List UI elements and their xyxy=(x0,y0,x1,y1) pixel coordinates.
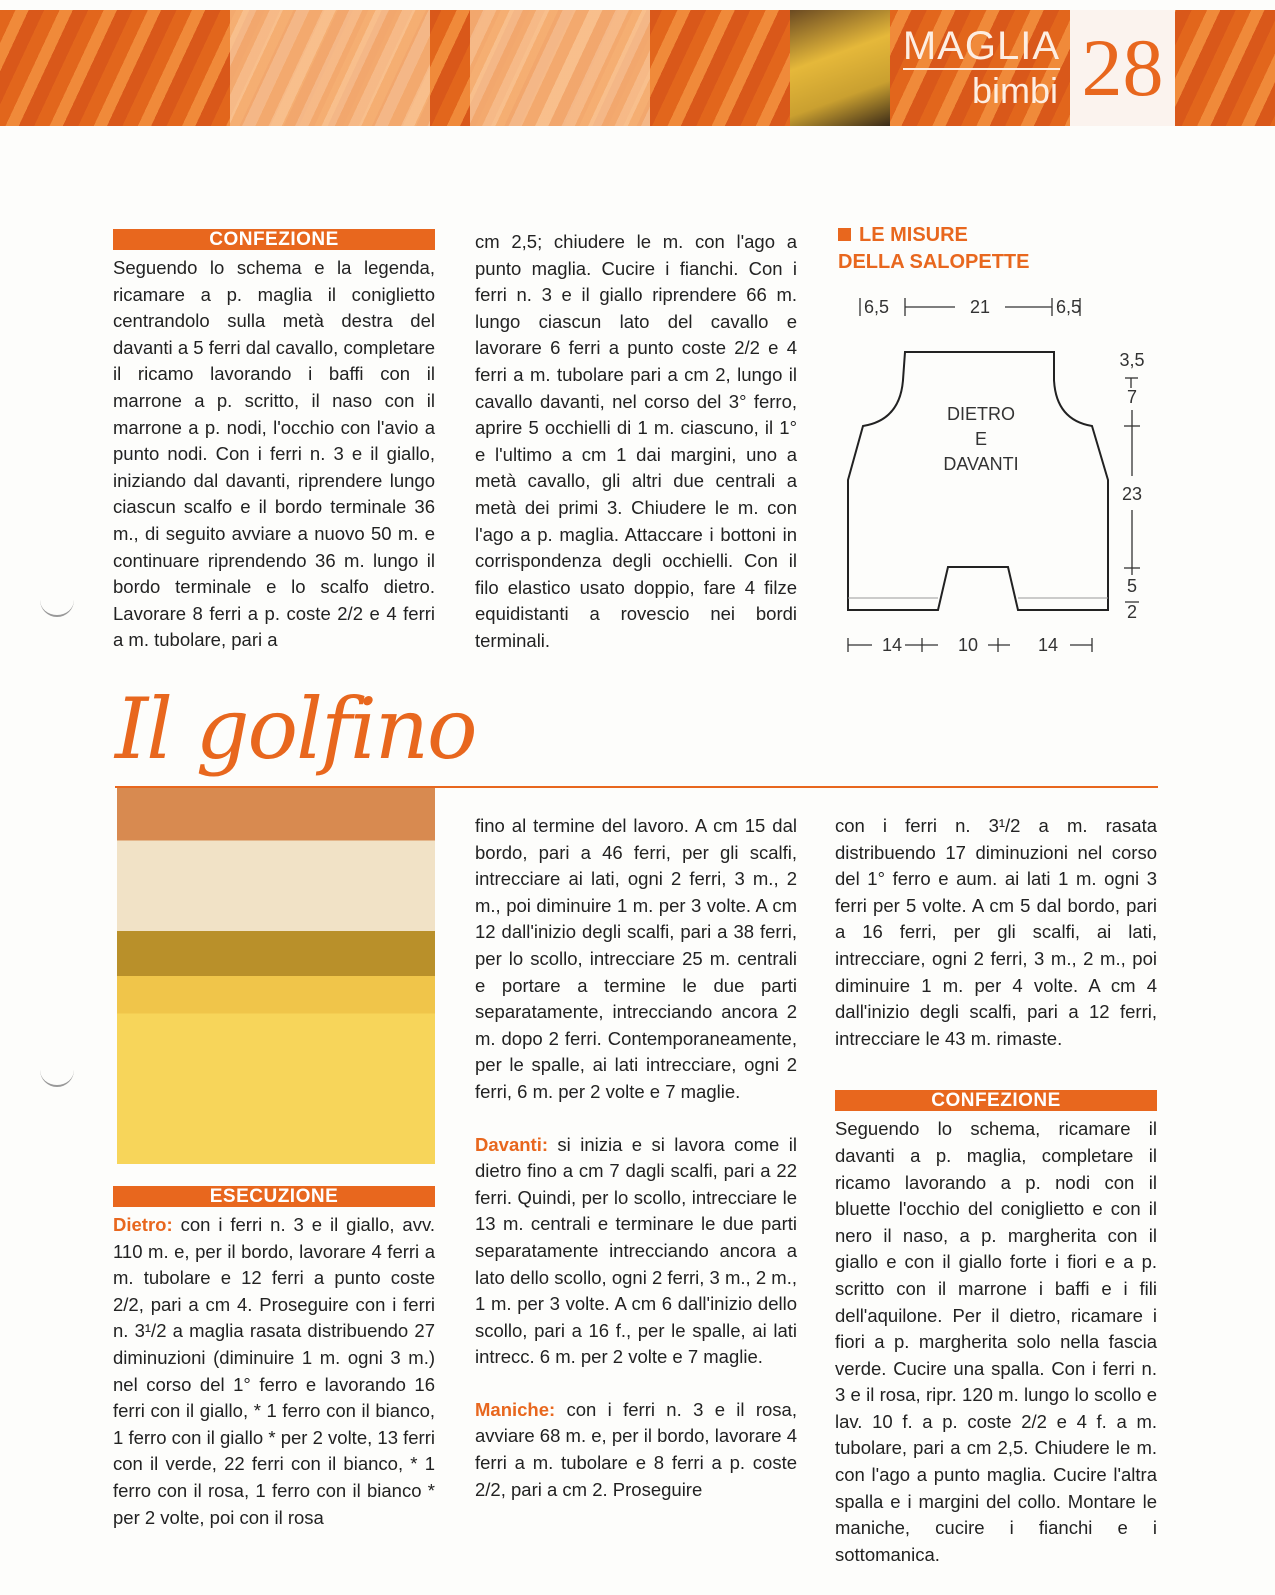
body-text: cm 2,5; chiudere le m. con l'ago a punto maglia. Cucire i fianchi. Con i ferri n. 3 e il giallo riprendere 66 m. lungo ciascun lato del cavallo e lavorare 6 ferri a punto coste 2/2 e 4 ferri a m. tubolare pari a cm 2, lungo il cavallo davanti, nel corso del 3° ferro, aprire 5 occhielli di 1 m. ciascuno, il 1° e l'ultimo a cm 1 dai margini, uno a metà cavallo, gli altri due centrali a metà dei primi 3. Chiudere le m. con l'ago a p. maglia. Attaccare i bottoni in corrispondenza degli occhielli. Con il filo elastico usato doppio, fare 4 filze equidistanti a rovescio nei bordi terminali. xyxy=(475,231,797,651)
body-text: Seguendo lo schema e la legenda, ricamare a p. maglia il coniglietto centrandolo sulla metà destra del davanti a 5 ferri dal cavallo, completare il ricamo lavorando i baffi con il marrone a p. scritto, il naso con il marrone a p. nodi, l'occhio con l'avio a punto nodi. Con i ferri n. 3 e il giallo, iniziando dal davanti, riprendere lungo ciascun scalfo e il bordo terminale 36 m., di seguito avviare a nuovo 50 m. e continuare riprendendo 36 m. lungo il bordo terminale e lo scalfo dietro. Lavorare 8 ferri a p. coste 2/2 e 4 ferri a m. tubolare, pari a xyxy=(113,257,435,651)
yarn-light xyxy=(230,10,430,126)
header-photo xyxy=(790,10,890,126)
maniche-text: con i ferri n. 3 e il rosa, avviare 68 m. e, per il bordo, lavorare 4 ferri a m. tubolare e 8 ferri a p. coste 2/2, pari a cm 2. Proseguire xyxy=(475,1398,797,1500)
maniche-label: Maniche: xyxy=(475,1398,556,1420)
section-heading: CONFEZIONE xyxy=(113,229,435,250)
brand-logo xyxy=(890,10,1070,126)
misure-title xyxy=(838,222,1029,276)
dim-bottom: 14 xyxy=(881,635,903,655)
binder-hole xyxy=(40,595,74,617)
binder-hole xyxy=(40,1065,74,1087)
body-text xyxy=(475,1397,797,1503)
misure-title-2: DELLA SALOPETTE xyxy=(838,251,1030,273)
diagram-label: DAVANTI xyxy=(943,454,1019,474)
dim-top: 6,5 xyxy=(864,297,890,317)
dim-side: 2 xyxy=(1126,602,1138,622)
section-heading: CONFEZIONE xyxy=(835,1090,1157,1111)
body-text xyxy=(475,1132,797,1371)
golfino-col-3 xyxy=(835,813,1157,1568)
dim-side: 7 xyxy=(1126,387,1138,407)
salopette-diagram xyxy=(830,280,1160,660)
page-number: 28 xyxy=(1070,10,1175,126)
dim-side: 3,5 xyxy=(1119,350,1145,370)
yarn-light xyxy=(470,10,650,126)
golfino-col-2 xyxy=(475,813,797,1503)
dim-top: 6,5 xyxy=(1056,297,1082,317)
misure-title-1: LE MISURE xyxy=(859,224,968,246)
body-text: Seguendo lo schema, ricamare il davanti a p. maglia, completare il ricamo lavorando a p. nodi con il bluette l'occhio del coniglietto e con il nero il naso, a p. margherita con il giallo e con il giallo forte i fiori e a p. scritto con il marrone i baffi e i fili dell'aquilone. Per il dietro, ricamare i fiori a p. margherita solo nella fascia verde. Cucire una spalla. Con i ferri n. 3 e il rosa, ripr. 120 m. lungo lo scollo e lav. 10 f. a p. coste 2/2 e 4 f. a m. tubolare, pari a cm 2,5. Chiudere le m. con l'ago a punto maglia. Cucire l'altra spalla e i margini del collo. Montare le maniche, cucire i fianchi e i sottomanica. xyxy=(835,1118,1157,1565)
diagram-label: DIETRO xyxy=(946,404,1016,424)
brand-top: MAGLIA xyxy=(902,24,1060,68)
dim-side: 5 xyxy=(1126,576,1138,596)
section-heading: ESECUZIONE xyxy=(113,1186,435,1207)
brand-bottom: bimbi xyxy=(971,70,1058,111)
salopette-col-1 xyxy=(113,229,435,654)
body-text: con i ferri n. 3¹/2 a m. rasata distribuendo 17 diminuzioni nel corso del 1° ferro e aum. ai lati 1 m. ogni 3 ferri per 5 volte. A cm 5 dal bordo, pari a 16 ferri, per gli scalfi, ai lati, intrecciare, ogni 2 ferri, 3 m., 2 m., poi diminuire 1 m. per 4 volte. A cm 4 dall'inizio degli scalfi, pari a 12 ferri, intrecciare le 43 m. rimaste. xyxy=(835,815,1157,1049)
golfino-title: Il golfino xyxy=(115,680,476,778)
diagram-label: E xyxy=(974,429,988,449)
davanti-label: Davanti: xyxy=(475,1133,548,1155)
dim-side: 23 xyxy=(1121,484,1143,504)
davanti-text: si inizia e si lavora come il dietro fino a cm 7 dagli scalfi, pari a 22 ferri. Quindi, per lo scollo, intrecciare le 13 m. centrali e terminare le due parti separatamente intrecciando ancora a lato dello scollo, ogni 2 ferri, 3 m., 2 m., 1 m. per 3 volte. A cm 6 dall'inizio dello scollo, pari a 16 f., per le spalle, ai lati intrecc. 6 m. per 2 volte e 7 maglie. xyxy=(475,1133,797,1368)
pattern-outline xyxy=(848,352,1108,610)
square-bullet-icon xyxy=(838,228,851,241)
dim-bottom: 14 xyxy=(1037,635,1059,655)
dim-top: 21 xyxy=(969,297,991,317)
dietro-label: Dietro: xyxy=(113,1214,173,1235)
golfino-col-1 xyxy=(113,1186,435,1531)
sweater-photo xyxy=(117,788,435,1164)
dim-bottom: 10 xyxy=(957,635,979,655)
body-text xyxy=(113,1212,435,1531)
body-text: fino al termine del lavoro. A cm 15 dal bordo, pari a 46 ferri, per gli scalfi, intrecciare ai lati, ogni 2 ferri, 3 m., 2 m., poi diminuire 1 m. per 3 volte. A cm 12 dall'inizio degli scalfi, pari a 38 ferri, per lo scollo, intrecciare 25 m. centrali e portare a termine le due parti separatamente, intrecciando ancora 2 m. dopo 2 ferri. Contemporaneamente, per le spalle, ai lati intrecciare, ogni 2 ferri, 6 m. per 2 volte e 7 maglie. xyxy=(475,815,797,1102)
dietro-text: con i ferri n. 3 e il giallo, avv. 110 m. e, per il bordo, lavorare 4 ferri a m. tubolare e 12 ferri a punto coste 2/2, pari a cm 4. Proseguire con i ferri n. 3¹/2 a maglia rasata distribuendo 27 diminuzioni (diminuire 1 m. ogni 3 m.) nel corso del 1° ferro e lavorando 16 ferri con il giallo, * 1 ferro con il bianco, 1 ferro con il giallo * per 2 volte, 13 ferri con il verde, 22 ferri con il bianco, * 1 ferro con il rosa, 1 ferro con il bianco * per 2 volte, poi con il rosa xyxy=(113,1214,435,1528)
salopette-col-2 xyxy=(475,229,797,655)
